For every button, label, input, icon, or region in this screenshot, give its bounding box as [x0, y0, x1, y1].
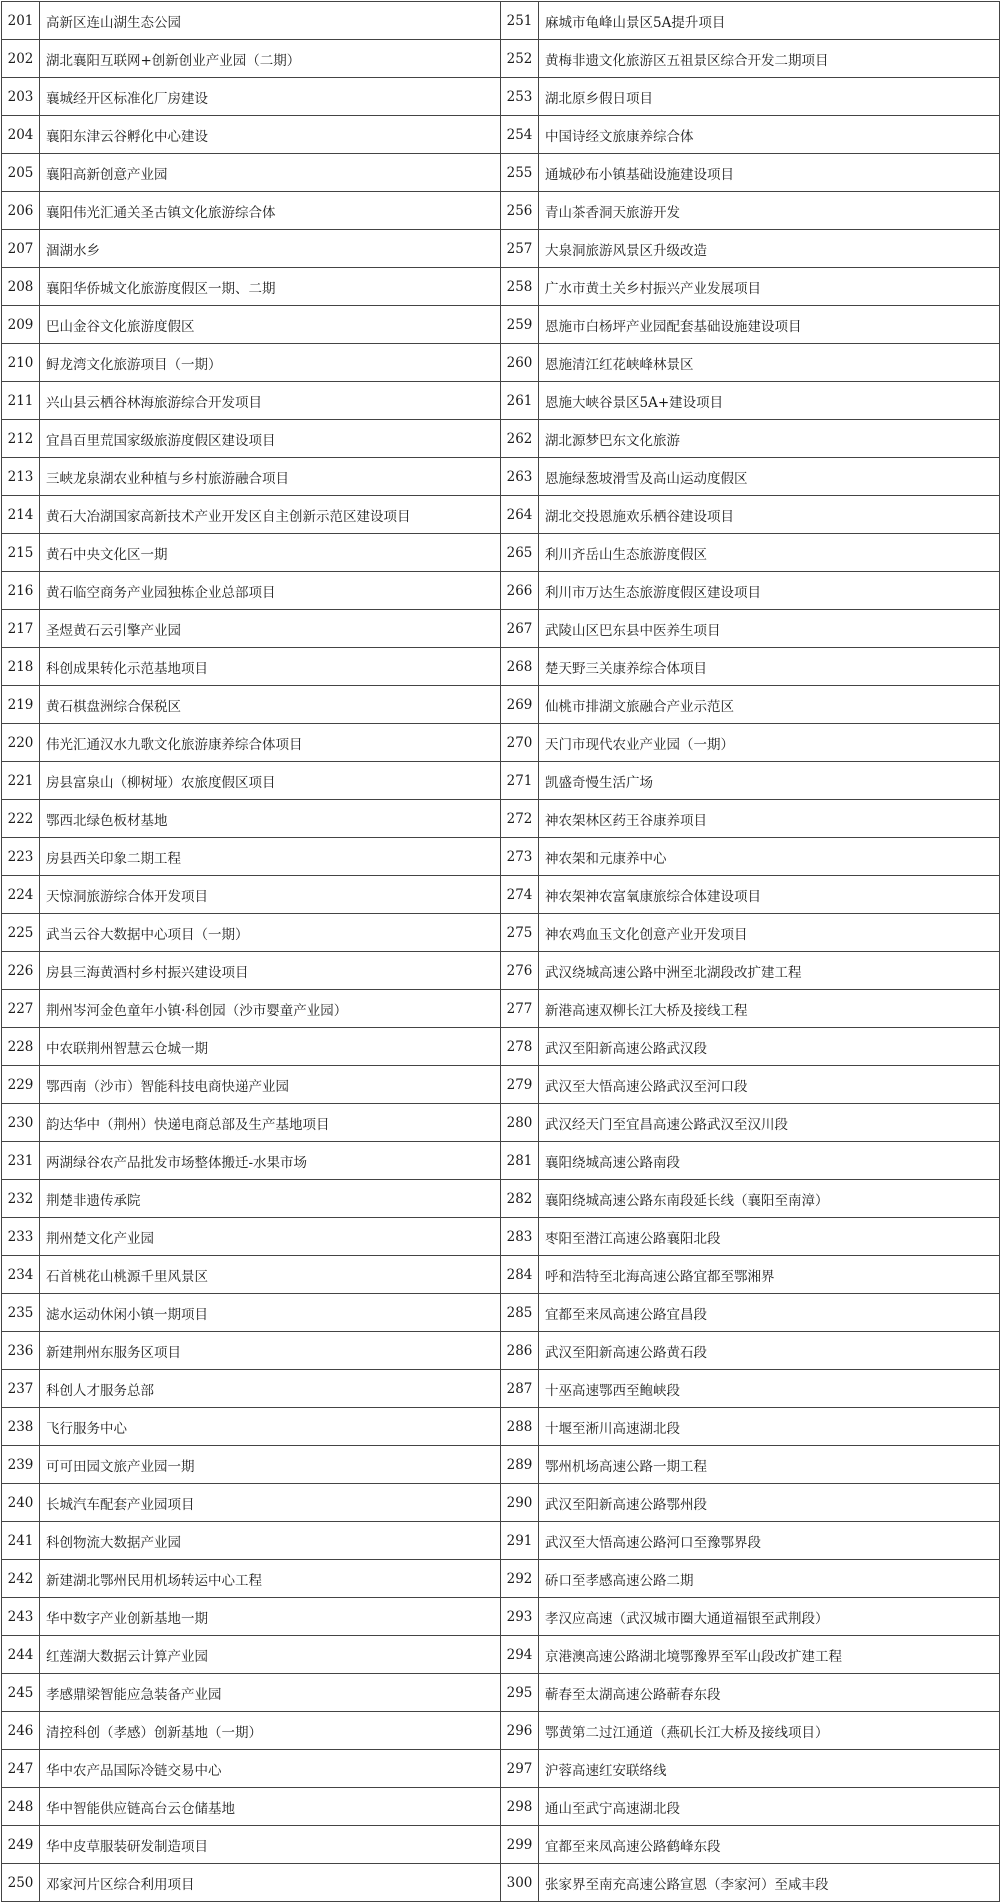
left-number-cell: 216 [2, 572, 40, 610]
left-project-name-cell: 三峡龙泉湖农业种植与乡村旅游融合项目 [40, 458, 501, 496]
left-project-name-cell: 房县三海黄酒村乡村振兴建设项目 [40, 952, 501, 990]
table-row [2, 268, 1000, 306]
left-project-name-cell: 华中数字产业创新基地一期 [40, 1598, 501, 1636]
right-number-cell: 252 [501, 40, 539, 78]
left-project-name-cell: 襄阳伟光汇通关圣古镇文化旅游综合体 [40, 192, 501, 230]
left-project-name-cell: 华中农产品国际冷链交易中心 [40, 1750, 501, 1788]
left-number-cell: 209 [2, 306, 40, 344]
right-number-cell: 267 [501, 610, 539, 648]
table-row [2, 534, 1000, 572]
left-project-name-cell: 湖北襄阳互联网+创新创业产业园（二期） [40, 40, 501, 78]
right-project-name-cell: 沪蓉高速红安联络线 [539, 1750, 1000, 1788]
right-number-cell: 289 [501, 1446, 539, 1484]
table-row [2, 1408, 1000, 1446]
left-number-cell: 218 [2, 648, 40, 686]
right-project-name-cell: 恩施绿葱坡滑雪及高山运动度假区 [539, 458, 1000, 496]
left-project-name-cell: 兴山县云栖谷林海旅游综合开发项目 [40, 382, 501, 420]
left-project-name-cell: 韵达华中（荆州）快递电商总部及生产基地项目 [40, 1104, 501, 1142]
left-number-cell: 230 [2, 1104, 40, 1142]
right-number-cell: 295 [501, 1674, 539, 1712]
left-number-cell: 203 [2, 78, 40, 116]
left-project-name-cell: 飞行服务中心 [40, 1408, 501, 1446]
right-project-name-cell: 湖北交投恩施欢乐栖谷建设项目 [539, 496, 1000, 534]
table-row [2, 154, 1000, 192]
table-row [2, 990, 1000, 1028]
left-project-name-cell: 荆州楚文化产业园 [40, 1218, 501, 1256]
table-row [2, 306, 1000, 344]
table-row [2, 876, 1000, 914]
right-number-cell: 280 [501, 1104, 539, 1142]
left-project-name-cell: 鄂西南（沙市）智能科技电商快递产业园 [40, 1066, 501, 1104]
right-project-name-cell: 恩施市白杨坪产业园配套基础设施建设项目 [539, 306, 1000, 344]
left-number-cell: 223 [2, 838, 40, 876]
left-project-name-cell: 襄城经开区标准化厂房建设 [40, 78, 501, 116]
left-project-name-cell: 高新区连山湖生态公园 [40, 2, 501, 40]
right-project-name-cell: 武汉经天门至宜昌高速公路武汉至汉川段 [539, 1104, 1000, 1142]
right-project-name-cell: 宜都至来凤高速公路鹤峰东段 [539, 1826, 1000, 1864]
right-project-name-cell: 黄梅非遗文化旅游区五祖景区综合开发二期项目 [539, 40, 1000, 78]
left-number-cell: 210 [2, 344, 40, 382]
table-row [2, 1142, 1000, 1180]
right-project-name-cell: 恩施清江红花峡峰林景区 [539, 344, 1000, 382]
right-number-cell: 253 [501, 78, 539, 116]
right-number-cell: 254 [501, 116, 539, 154]
left-project-name-cell: 可可田园文旅产业园一期 [40, 1446, 501, 1484]
left-project-name-cell: 红莲湖大数据云计算产业园 [40, 1636, 501, 1674]
left-number-cell: 211 [2, 382, 40, 420]
right-number-cell: 251 [501, 2, 539, 40]
left-number-cell: 226 [2, 952, 40, 990]
table-row [2, 952, 1000, 990]
right-project-name-cell: 利川齐岳山生态旅游度假区 [539, 534, 1000, 572]
right-number-cell: 274 [501, 876, 539, 914]
right-project-name-cell: 天门市现代农业产业园（一期） [539, 724, 1000, 762]
left-number-cell: 220 [2, 724, 40, 762]
table-row [2, 2, 1000, 40]
left-number-cell: 238 [2, 1408, 40, 1446]
left-project-name-cell: 房县西关印象二期工程 [40, 838, 501, 876]
right-project-name-cell: 青山茶香洞天旅游开发 [539, 192, 1000, 230]
right-project-name-cell: 神农鸡血玉文化创意产业开发项目 [539, 914, 1000, 952]
table-row [2, 648, 1000, 686]
right-number-cell: 292 [501, 1560, 539, 1598]
left-project-name-cell: 科创物流大数据产业园 [40, 1522, 501, 1560]
right-number-cell: 268 [501, 648, 539, 686]
left-project-name-cell: 滤水运动休闲小镇一期项目 [40, 1294, 501, 1332]
left-number-cell: 208 [2, 268, 40, 306]
right-number-cell: 260 [501, 344, 539, 382]
left-project-name-cell: 中农联荆州智慧云仓城一期 [40, 1028, 501, 1066]
right-project-name-cell: 武汉至大悟高速公路武汉至河口段 [539, 1066, 1000, 1104]
right-project-name-cell: 仙桃市排湖文旅融合产业示范区 [539, 686, 1000, 724]
left-project-name-cell: 华中皮草服装研发制造项目 [40, 1826, 501, 1864]
right-number-cell: 288 [501, 1408, 539, 1446]
left-project-name-cell: 武当云谷大数据中心项目（一期） [40, 914, 501, 952]
right-number-cell: 281 [501, 1142, 539, 1180]
right-project-name-cell: 宜都至来凤高速公路宜昌段 [539, 1294, 1000, 1332]
left-number-cell: 240 [2, 1484, 40, 1522]
left-number-cell: 247 [2, 1750, 40, 1788]
left-number-cell: 215 [2, 534, 40, 572]
left-project-name-cell: 邓家河片区综合利用项目 [40, 1864, 501, 1902]
right-number-cell: 255 [501, 154, 539, 192]
table-row [2, 1028, 1000, 1066]
table-row [2, 762, 1000, 800]
right-number-cell: 258 [501, 268, 539, 306]
left-number-cell: 250 [2, 1864, 40, 1902]
right-number-cell: 259 [501, 306, 539, 344]
right-project-name-cell: 枣阳至潜江高速公路襄阳北段 [539, 1218, 1000, 1256]
left-number-cell: 237 [2, 1370, 40, 1408]
right-number-cell: 272 [501, 800, 539, 838]
left-number-cell: 233 [2, 1218, 40, 1256]
right-project-name-cell: 神农架林区药王谷康养项目 [539, 800, 1000, 838]
left-number-cell: 225 [2, 914, 40, 952]
right-number-cell: 291 [501, 1522, 539, 1560]
right-number-cell: 300 [501, 1864, 539, 1902]
table-row [2, 420, 1000, 458]
right-project-name-cell: 鄂黄第二过江通道（燕矶长江大桥及接线项目） [539, 1712, 1000, 1750]
left-number-cell: 248 [2, 1788, 40, 1826]
table-row [2, 1294, 1000, 1332]
left-project-name-cell: 华中智能供应链高台云仓储基地 [40, 1788, 501, 1826]
left-number-cell: 222 [2, 800, 40, 838]
left-number-cell: 202 [2, 40, 40, 78]
left-number-cell: 249 [2, 1826, 40, 1864]
right-number-cell: 256 [501, 192, 539, 230]
right-project-name-cell: 湖北源梦巴东文化旅游 [539, 420, 1000, 458]
left-project-name-cell: 天惊洞旅游综合体开发项目 [40, 876, 501, 914]
table-row [2, 610, 1000, 648]
left-number-cell: 242 [2, 1560, 40, 1598]
right-project-name-cell: 武汉至阳新高速公路黄石段 [539, 1332, 1000, 1370]
right-project-name-cell: 恩施大峡谷景区5A+建设项目 [539, 382, 1000, 420]
left-project-name-cell: 襄阳东津云谷孵化中心建设 [40, 116, 501, 154]
right-project-name-cell: 张家界至南充高速公路宣恩（李家河）至咸丰段 [539, 1864, 1000, 1902]
right-number-cell: 263 [501, 458, 539, 496]
table-row [2, 1598, 1000, 1636]
right-project-name-cell: 凯盛奇慢生活广场 [539, 762, 1000, 800]
table-row [2, 724, 1000, 762]
right-number-cell: 273 [501, 838, 539, 876]
table-row [2, 344, 1000, 382]
table-row [2, 1788, 1000, 1826]
left-project-name-cell: 黄石临空商务产业园独栋企业总部项目 [40, 572, 501, 610]
table-row [2, 40, 1000, 78]
left-number-cell: 206 [2, 192, 40, 230]
table-row [2, 1484, 1000, 1522]
left-number-cell: 221 [2, 762, 40, 800]
table-row [2, 1180, 1000, 1218]
right-project-name-cell: 十堰至淅川高速湖北段 [539, 1408, 1000, 1446]
table-row [2, 192, 1000, 230]
right-project-name-cell: 麻城市龟峰山景区5A提升项目 [539, 2, 1000, 40]
table-row [2, 914, 1000, 952]
left-project-name-cell: 圣煜黄石云引擎产业园 [40, 610, 501, 648]
right-number-cell: 279 [501, 1066, 539, 1104]
right-project-name-cell: 武汉至阳新高速公路武汉段 [539, 1028, 1000, 1066]
left-number-cell: 234 [2, 1256, 40, 1294]
left-number-cell: 213 [2, 458, 40, 496]
right-project-name-cell: 通山至武宁高速湖北段 [539, 1788, 1000, 1826]
left-number-cell: 235 [2, 1294, 40, 1332]
left-number-cell: 229 [2, 1066, 40, 1104]
right-project-name-cell: 中国诗经文旅康养综合体 [539, 116, 1000, 154]
left-project-name-cell: 巴山金谷文化旅游度假区 [40, 306, 501, 344]
left-project-name-cell: 鄂西北绿色板材基地 [40, 800, 501, 838]
left-project-name-cell: 伟光汇通汉水九歌文化旅游康养综合体项目 [40, 724, 501, 762]
right-number-cell: 293 [501, 1598, 539, 1636]
right-number-cell: 283 [501, 1218, 539, 1256]
table-row [2, 496, 1000, 534]
right-number-cell: 287 [501, 1370, 539, 1408]
left-project-name-cell: 孝感鼎梁智能应急装备产业园 [40, 1674, 501, 1712]
table-row [2, 1522, 1000, 1560]
left-number-cell: 212 [2, 420, 40, 458]
right-project-name-cell: 神农架和元康养中心 [539, 838, 1000, 876]
left-number-cell: 231 [2, 1142, 40, 1180]
right-project-name-cell: 孝汉应高速（武汉城市圈大通道福银至武荆段） [539, 1598, 1000, 1636]
left-number-cell: 214 [2, 496, 40, 534]
right-number-cell: 264 [501, 496, 539, 534]
table-row [2, 686, 1000, 724]
table-row [2, 1104, 1000, 1142]
right-number-cell: 269 [501, 686, 539, 724]
table-row [2, 230, 1000, 268]
table-row [2, 1446, 1000, 1484]
left-number-cell: 201 [2, 2, 40, 40]
right-project-name-cell: 神农架神农富氧康旅综合体建设项目 [539, 876, 1000, 914]
right-number-cell: 290 [501, 1484, 539, 1522]
left-project-name-cell: 长城汽车配套产业园项目 [40, 1484, 501, 1522]
left-number-cell: 224 [2, 876, 40, 914]
right-project-name-cell: 呼和浩特至北海高速公路宜都至鄂湘界 [539, 1256, 1000, 1294]
left-number-cell: 241 [2, 1522, 40, 1560]
left-project-name-cell: 涸湖水乡 [40, 230, 501, 268]
table-row [2, 1674, 1000, 1712]
right-project-name-cell: 十巫高速鄂西至鲍峡段 [539, 1370, 1000, 1408]
table-row [2, 458, 1000, 496]
table-row [2, 1864, 1000, 1902]
right-number-cell: 297 [501, 1750, 539, 1788]
left-number-cell: 228 [2, 1028, 40, 1066]
right-project-name-cell: 湖北原乡假日项目 [539, 78, 1000, 116]
table-row [2, 572, 1000, 610]
left-project-name-cell: 荆州岑河金色童年小镇·科创园（沙市婴童产业园） [40, 990, 501, 1028]
right-project-name-cell: 襄阳绕城高速公路东南段延长线（襄阳至南漳） [539, 1180, 1000, 1218]
left-project-name-cell: 宜昌百里荒国家级旅游度假区建设项目 [40, 420, 501, 458]
right-project-name-cell: 襄阳绕城高速公路南段 [539, 1142, 1000, 1180]
right-number-cell: 298 [501, 1788, 539, 1826]
table-row [2, 78, 1000, 116]
left-project-name-cell: 科创成果转化示范基地项目 [40, 648, 501, 686]
right-number-cell: 299 [501, 1826, 539, 1864]
left-project-name-cell: 鲟龙湾文化旅游项目（一期） [40, 344, 501, 382]
right-number-cell: 262 [501, 420, 539, 458]
left-project-name-cell: 两湖绿谷农产品批发市场整体搬迁-水果市场 [40, 1142, 501, 1180]
table-row [2, 1560, 1000, 1598]
right-number-cell: 275 [501, 914, 539, 952]
table-row [2, 1370, 1000, 1408]
left-number-cell: 204 [2, 116, 40, 154]
left-number-cell: 219 [2, 686, 40, 724]
table-row [2, 1256, 1000, 1294]
right-number-cell: 282 [501, 1180, 539, 1218]
left-project-name-cell: 荆楚非遗传承院 [40, 1180, 501, 1218]
right-number-cell: 265 [501, 534, 539, 572]
right-number-cell: 266 [501, 572, 539, 610]
left-project-name-cell: 黄石中央文化区一期 [40, 534, 501, 572]
right-number-cell: 294 [501, 1636, 539, 1674]
right-project-name-cell: 通城砂布小镇基础设施建设项目 [539, 154, 1000, 192]
left-number-cell: 239 [2, 1446, 40, 1484]
right-project-name-cell: 大泉洞旅游风景区升级改造 [539, 230, 1000, 268]
table-row [2, 1332, 1000, 1370]
table-row [2, 1750, 1000, 1788]
right-project-name-cell: 硚口至孝感高速公路二期 [539, 1560, 1000, 1598]
table-row [2, 1066, 1000, 1104]
left-project-name-cell: 科创人才服务总部 [40, 1370, 501, 1408]
right-number-cell: 285 [501, 1294, 539, 1332]
left-number-cell: 236 [2, 1332, 40, 1370]
table-row [2, 1712, 1000, 1750]
table-row [2, 382, 1000, 420]
right-number-cell: 286 [501, 1332, 539, 1370]
right-project-name-cell: 广水市黄土关乡村振兴产业发展项目 [539, 268, 1000, 306]
table-row [2, 800, 1000, 838]
left-project-name-cell: 襄阳高新创意产业园 [40, 154, 501, 192]
right-number-cell: 277 [501, 990, 539, 1028]
left-number-cell: 243 [2, 1598, 40, 1636]
left-project-name-cell: 清控科创（孝感）创新基地（一期） [40, 1712, 501, 1750]
left-project-name-cell: 新建荆州东服务区项目 [40, 1332, 501, 1370]
right-number-cell: 296 [501, 1712, 539, 1750]
right-number-cell: 276 [501, 952, 539, 990]
right-project-name-cell: 蕲春至太湖高速公路蕲春东段 [539, 1674, 1000, 1712]
left-number-cell: 245 [2, 1674, 40, 1712]
left-project-name-cell: 黄石大冶湖国家高新技术产业开发区自主创新示范区建设项目 [40, 496, 501, 534]
right-project-name-cell: 京港澳高速公路湖北境鄂豫界至军山段改扩建工程 [539, 1636, 1000, 1674]
table-row [2, 1826, 1000, 1864]
project-table [1, 1, 1000, 1902]
left-number-cell: 244 [2, 1636, 40, 1674]
left-number-cell: 227 [2, 990, 40, 1028]
right-project-name-cell: 利川市万达生态旅游度假区建设项目 [539, 572, 1000, 610]
right-project-name-cell: 武汉绕城高速公路中洲至北湖段改扩建工程 [539, 952, 1000, 990]
right-project-name-cell: 武汉至阳新高速公路鄂州段 [539, 1484, 1000, 1522]
right-number-cell: 257 [501, 230, 539, 268]
table-row [2, 1218, 1000, 1256]
table-row [2, 116, 1000, 154]
project-table-body [2, 2, 1000, 1902]
right-project-name-cell: 楚天野三关康养综合体项目 [539, 648, 1000, 686]
right-project-name-cell: 鄂州机场高速公路一期工程 [539, 1446, 1000, 1484]
left-number-cell: 232 [2, 1180, 40, 1218]
left-project-name-cell: 新建湖北鄂州民用机场转运中心工程 [40, 1560, 501, 1598]
left-number-cell: 217 [2, 610, 40, 648]
left-number-cell: 207 [2, 230, 40, 268]
right-number-cell: 270 [501, 724, 539, 762]
left-project-name-cell: 房县富泉山（柳树垭）农旅度假区项目 [40, 762, 501, 800]
left-number-cell: 205 [2, 154, 40, 192]
right-project-name-cell: 武陵山区巴东县中医养生项目 [539, 610, 1000, 648]
table-row [2, 1636, 1000, 1674]
right-number-cell: 284 [501, 1256, 539, 1294]
right-number-cell: 261 [501, 382, 539, 420]
right-number-cell: 278 [501, 1028, 539, 1066]
right-number-cell: 271 [501, 762, 539, 800]
left-project-name-cell: 石首桃花山桃源千里风景区 [40, 1256, 501, 1294]
right-project-name-cell: 武汉至大悟高速公路河口至豫鄂界段 [539, 1522, 1000, 1560]
right-project-name-cell: 新港高速双柳长江大桥及接线工程 [539, 990, 1000, 1028]
left-project-name-cell: 襄阳华侨城文化旅游度假区一期、二期 [40, 268, 501, 306]
left-number-cell: 246 [2, 1712, 40, 1750]
table-row [2, 838, 1000, 876]
left-project-name-cell: 黄石棋盘洲综合保税区 [40, 686, 501, 724]
